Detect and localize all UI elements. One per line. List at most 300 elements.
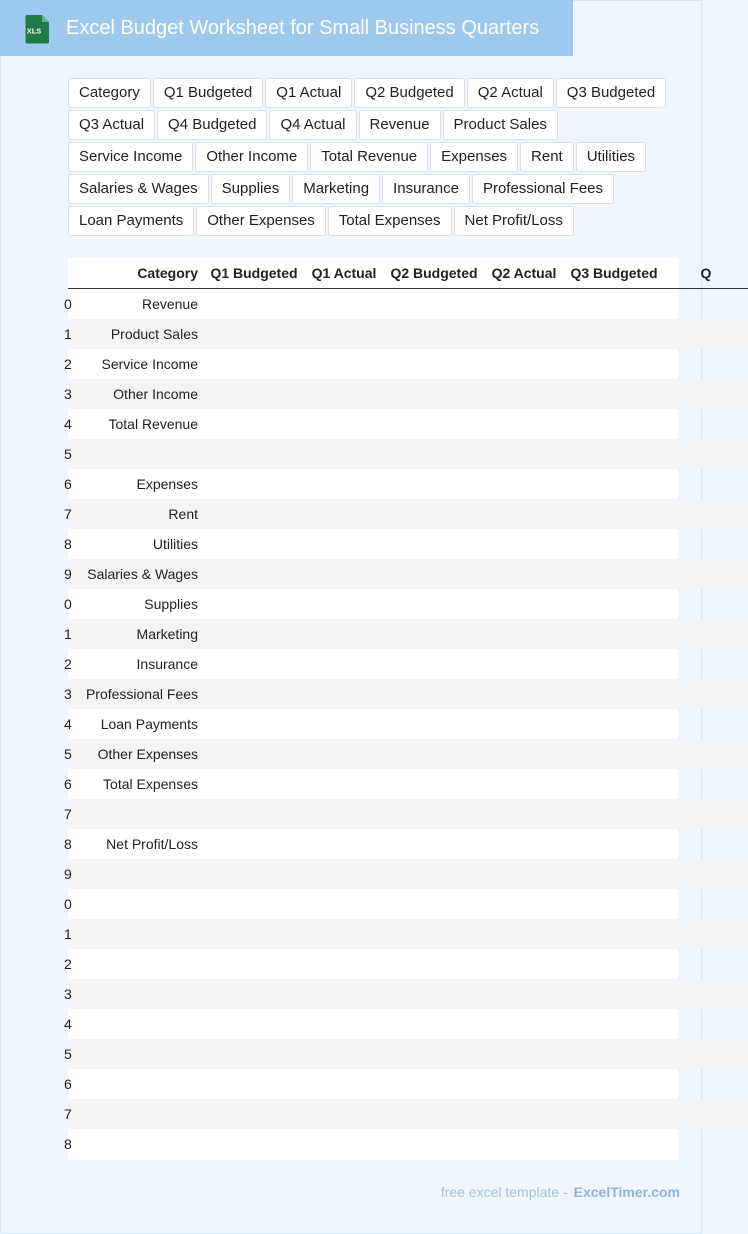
value-cell[interactable] [484, 499, 564, 529]
value-cell[interactable] [304, 679, 384, 709]
category-cell[interactable] [64, 349, 204, 379]
value-cell[interactable] [564, 439, 664, 469]
value-cell[interactable] [564, 1009, 664, 1039]
value-cell[interactable] [664, 529, 748, 559]
table-row [68, 799, 748, 829]
value-cell[interactable] [484, 679, 564, 709]
value-cell[interactable] [304, 1039, 384, 1069]
value-cell[interactable] [304, 469, 384, 499]
row-number: 4 [64, 1016, 72, 1032]
footer [441, 1184, 680, 1200]
column-header: Q [664, 258, 748, 289]
category-chip-list [68, 78, 683, 236]
value-cell[interactable] [204, 529, 304, 559]
category-chip[interactable]: Total Expenses [328, 206, 452, 236]
value-cell[interactable] [484, 289, 564, 320]
category-chip[interactable]: Other Expenses [196, 206, 326, 236]
value-cell[interactable] [484, 469, 564, 499]
table-row [68, 709, 748, 739]
table-row [68, 979, 748, 1009]
row-number: 9 [64, 866, 72, 882]
category-chip[interactable]: Other Income [195, 142, 308, 172]
value-cell[interactable] [484, 1129, 564, 1159]
value-cell[interactable] [204, 769, 304, 799]
row-number: 6 [64, 476, 72, 492]
category-chip[interactable]: Salaries & Wages [68, 174, 209, 204]
row-number: 1 [64, 926, 72, 942]
category-chip[interactable]: Q3 Budgeted [556, 78, 666, 108]
row-number: 7 [64, 1106, 72, 1122]
row-number: 5 [64, 446, 72, 462]
value-cell[interactable] [664, 1099, 748, 1129]
value-cell[interactable] [304, 739, 384, 769]
row-number: 8 [64, 1136, 72, 1152]
value-cell[interactable] [304, 379, 384, 409]
category-cell[interactable] [64, 649, 204, 679]
category-chip[interactable]: Marketing [292, 174, 380, 204]
category-label: Total Expenses [103, 776, 198, 792]
value-cell[interactable] [304, 529, 384, 559]
category-chip[interactable]: Professional Fees [472, 174, 614, 204]
column-header: Q1 Actual [304, 258, 384, 289]
table-row [68, 1129, 748, 1159]
value-cell[interactable] [204, 949, 304, 979]
category-cell[interactable] [64, 769, 204, 799]
value-cell[interactable] [484, 829, 564, 859]
row-number: 2 [64, 656, 72, 672]
value-cell[interactable] [664, 709, 748, 739]
row-number: 6 [64, 776, 72, 792]
value-cell[interactable] [204, 469, 304, 499]
value-cell[interactable] [204, 409, 304, 439]
row-number: 0 [64, 896, 72, 912]
value-cell[interactable] [204, 859, 304, 889]
value-cell[interactable] [564, 349, 664, 379]
table-row [68, 439, 748, 469]
value-cell[interactable] [664, 859, 748, 889]
value-cell[interactable] [304, 829, 384, 859]
category-cell[interactable] [64, 709, 204, 739]
value-cell[interactable] [384, 709, 484, 739]
value-cell[interactable] [384, 679, 484, 709]
category-chip[interactable]: Loan Payments [68, 206, 194, 236]
value-cell[interactable] [664, 979, 748, 1009]
value-cell[interactable] [664, 649, 748, 679]
value-cell[interactable] [384, 1039, 484, 1069]
value-cell[interactable] [664, 289, 748, 320]
value-cell[interactable] [384, 769, 484, 799]
value-cell[interactable] [564, 859, 664, 889]
category-chip[interactable]: Q3 Actual [68, 110, 155, 140]
category-label: Insurance [136, 656, 198, 672]
category-cell[interactable] [64, 619, 204, 649]
value-cell[interactable] [484, 919, 564, 949]
value-cell[interactable] [484, 649, 564, 679]
value-cell[interactable] [664, 559, 748, 589]
value-cell[interactable] [384, 979, 484, 1009]
value-cell[interactable] [304, 1099, 384, 1129]
value-cell[interactable] [304, 1129, 384, 1159]
value-cell[interactable] [564, 1129, 664, 1159]
value-cell[interactable] [484, 889, 564, 919]
category-chip[interactable]: Service Income [68, 142, 193, 172]
value-cell[interactable] [564, 1069, 664, 1099]
category-chip[interactable]: Total Revenue [310, 142, 428, 172]
category-cell[interactable] [64, 559, 204, 589]
category-chip[interactable]: Net Profit/Loss [454, 206, 574, 236]
value-cell[interactable] [664, 769, 748, 799]
value-cell[interactable] [484, 709, 564, 739]
category-cell[interactable] [64, 799, 204, 829]
value-cell[interactable] [384, 349, 484, 379]
category-chip[interactable]: Insurance [382, 174, 470, 204]
value-cell[interactable] [564, 289, 664, 320]
row-number: 3 [64, 386, 72, 402]
value-cell[interactable] [564, 889, 664, 919]
value-cell[interactable] [484, 529, 564, 559]
value-cell[interactable] [484, 1099, 564, 1129]
value-cell[interactable] [384, 919, 484, 949]
category-cell[interactable] [64, 859, 204, 889]
value-cell[interactable] [664, 799, 748, 829]
category-cell[interactable] [64, 1009, 204, 1039]
category-cell[interactable] [64, 919, 204, 949]
value-cell[interactable] [564, 829, 664, 859]
value-cell[interactable] [304, 709, 384, 739]
value-cell[interactable] [564, 649, 664, 679]
value-cell[interactable] [304, 499, 384, 529]
value-cell[interactable] [564, 379, 664, 409]
table-row [68, 619, 748, 649]
value-cell[interactable] [304, 619, 384, 649]
category-cell[interactable] [64, 1099, 204, 1129]
value-cell[interactable] [384, 289, 484, 320]
value-cell[interactable] [384, 739, 484, 769]
budget-sheet [64, 258, 712, 1160]
value-cell[interactable] [204, 829, 304, 859]
table-row [68, 859, 748, 889]
table-row [68, 499, 748, 529]
value-cell[interactable] [304, 349, 384, 379]
value-cell[interactable] [304, 889, 384, 919]
value-cell[interactable] [204, 889, 304, 919]
value-cell[interactable] [484, 319, 564, 349]
table-row [68, 469, 748, 499]
value-cell[interactable] [664, 439, 748, 469]
value-cell[interactable] [484, 349, 564, 379]
table-row [68, 769, 748, 799]
category-cell[interactable] [64, 289, 204, 320]
value-cell[interactable] [564, 619, 664, 649]
xls-file-icon [24, 14, 50, 44]
value-cell[interactable] [304, 1009, 384, 1039]
value-cell[interactable] [384, 499, 484, 529]
table-row [68, 919, 748, 949]
value-cell[interactable] [384, 649, 484, 679]
value-cell[interactable] [304, 799, 384, 829]
footer-text: free excel template - [440, 1184, 568, 1200]
value-cell[interactable] [484, 1039, 564, 1069]
category-cell[interactable] [64, 379, 204, 409]
value-cell[interactable] [564, 319, 664, 349]
value-cell[interactable] [384, 379, 484, 409]
value-cell[interactable] [564, 799, 664, 829]
value-cell[interactable] [204, 1069, 304, 1099]
row-number: 5 [64, 1046, 72, 1062]
category-cell[interactable] [64, 889, 204, 919]
value-cell[interactable] [664, 409, 748, 439]
row-number: 2 [64, 956, 72, 972]
row-number: 0 [64, 296, 72, 312]
value-cell[interactable] [204, 1099, 304, 1129]
value-cell[interactable] [664, 499, 748, 529]
category-chip[interactable]: Expenses [430, 142, 518, 172]
value-cell[interactable] [384, 319, 484, 349]
value-cell[interactable] [384, 469, 484, 499]
value-cell[interactable] [304, 949, 384, 979]
value-cell[interactable] [484, 799, 564, 829]
category-label: Other Income [113, 386, 198, 402]
value-cell[interactable] [484, 619, 564, 649]
value-cell[interactable] [204, 979, 304, 1009]
value-cell[interactable] [204, 1129, 304, 1159]
value-cell[interactable] [204, 919, 304, 949]
value-cell[interactable] [564, 529, 664, 559]
value-cell[interactable] [204, 1039, 304, 1069]
category-cell[interactable] [64, 529, 204, 559]
value-cell[interactable] [204, 439, 304, 469]
value-cell[interactable] [664, 1069, 748, 1099]
category-cell[interactable] [64, 739, 204, 769]
value-cell[interactable] [384, 589, 484, 619]
row-number: 8 [64, 536, 72, 552]
category-cell[interactable] [64, 469, 204, 499]
category-label: Total Revenue [108, 416, 198, 432]
row-number: 5 [64, 746, 72, 762]
value-cell[interactable] [304, 1069, 384, 1099]
value-cell[interactable] [204, 709, 304, 739]
value-cell[interactable] [384, 1129, 484, 1159]
category-chip[interactable]: Q1 Actual [265, 78, 352, 108]
table-row [68, 379, 748, 409]
value-cell[interactable] [204, 739, 304, 769]
value-cell[interactable] [484, 979, 564, 1009]
category-chip[interactable]: Revenue [359, 110, 441, 140]
value-cell[interactable] [564, 469, 664, 499]
category-label: Loan Payments [100, 716, 198, 732]
footer-brand-link[interactable]: ExcelTimer.com [573, 1184, 680, 1200]
table-header-row [68, 258, 748, 289]
value-cell[interactable] [564, 1039, 664, 1069]
value-cell[interactable] [564, 679, 664, 709]
category-cell[interactable] [64, 1129, 204, 1159]
value-cell[interactable] [304, 769, 384, 799]
value-cell[interactable] [204, 589, 304, 619]
category-chip[interactable]: Category [68, 78, 151, 108]
category-chip[interactable]: Q2 Budgeted [354, 78, 464, 108]
table-row [68, 409, 748, 439]
value-cell[interactable] [384, 1099, 484, 1129]
value-cell[interactable] [204, 799, 304, 829]
value-cell[interactable] [484, 379, 564, 409]
table-row [68, 1099, 748, 1129]
value-cell[interactable] [304, 859, 384, 889]
row-number: 1 [64, 626, 72, 642]
category-cell[interactable] [64, 439, 204, 469]
row-number: 3 [64, 686, 72, 702]
value-cell[interactable] [384, 1069, 484, 1099]
value-cell[interactable] [204, 649, 304, 679]
value-cell[interactable] [484, 409, 564, 439]
value-cell[interactable] [304, 589, 384, 619]
value-cell[interactable] [484, 769, 564, 799]
value-cell[interactable] [484, 1069, 564, 1099]
category-chip[interactable]: Q4 Actual [269, 110, 356, 140]
page-title: Excel Budget Worksheet for Small Business Quarters [66, 17, 540, 39]
table-row [68, 829, 748, 859]
value-cell[interactable] [304, 919, 384, 949]
row-number: 6 [64, 1076, 72, 1092]
value-cell[interactable] [484, 859, 564, 889]
table-row [68, 289, 748, 320]
value-cell[interactable] [204, 679, 304, 709]
table-row [68, 649, 748, 679]
value-cell[interactable] [564, 919, 664, 949]
title-bar [0, 0, 573, 56]
value-cell[interactable] [304, 979, 384, 1009]
table-row [68, 529, 748, 559]
value-cell[interactable] [204, 379, 304, 409]
value-cell[interactable] [204, 619, 304, 649]
value-cell[interactable] [564, 559, 664, 589]
value-cell[interactable] [484, 559, 564, 589]
category-label: Product Sales [110, 326, 198, 342]
value-cell[interactable] [484, 739, 564, 769]
value-cell[interactable] [564, 979, 664, 1009]
value-cell[interactable] [564, 1099, 664, 1129]
value-cell[interactable] [664, 589, 748, 619]
value-cell[interactable] [384, 1009, 484, 1039]
value-cell[interactable] [564, 769, 664, 799]
category-label: Supplies [144, 596, 198, 612]
category-chip[interactable]: Supplies [211, 174, 291, 204]
value-cell[interactable] [564, 739, 664, 769]
table-row [68, 319, 748, 349]
value-cell[interactable] [664, 319, 748, 349]
category-label: Professional Fees [85, 686, 198, 702]
value-cell[interactable] [204, 289, 304, 320]
value-cell[interactable] [204, 559, 304, 589]
value-cell[interactable] [664, 919, 748, 949]
category-label: Utilities [152, 536, 198, 552]
value-cell[interactable] [564, 709, 664, 739]
category-cell[interactable] [64, 409, 204, 439]
row-number: 4 [64, 716, 72, 732]
category-cell[interactable] [64, 829, 204, 859]
value-cell[interactable] [204, 349, 304, 379]
value-cell[interactable] [484, 439, 564, 469]
table-row [68, 589, 748, 619]
value-cell[interactable] [664, 1129, 748, 1159]
value-cell[interactable] [664, 1009, 748, 1039]
row-number: 8 [64, 836, 72, 852]
category-cell[interactable] [64, 589, 204, 619]
category-label: Net Profit/Loss [106, 836, 198, 852]
value-cell[interactable] [204, 1009, 304, 1039]
budget-table [64, 258, 748, 1159]
value-cell[interactable] [304, 439, 384, 469]
category-chip[interactable]: Q1 Budgeted [153, 78, 263, 108]
value-cell[interactable] [384, 829, 484, 859]
category-cell[interactable] [64, 319, 204, 349]
category-label: Rent [168, 506, 198, 522]
value-cell[interactable] [564, 409, 664, 439]
value-cell[interactable] [664, 679, 748, 709]
value-cell[interactable] [564, 589, 664, 619]
value-cell[interactable] [204, 319, 304, 349]
column-header: Category [68, 258, 204, 289]
value-cell[interactable] [384, 559, 484, 589]
category-label: Salaries & Wages [87, 566, 198, 582]
category-chip[interactable]: Rent [520, 142, 574, 172]
category-cell[interactable] [64, 1069, 204, 1099]
value-cell[interactable] [304, 649, 384, 679]
value-cell[interactable] [664, 1039, 748, 1069]
value-cell[interactable] [304, 319, 384, 349]
value-cell[interactable] [484, 949, 564, 979]
category-cell[interactable] [64, 979, 204, 1009]
value-cell[interactable] [664, 469, 748, 499]
value-cell[interactable] [304, 289, 384, 320]
value-cell[interactable] [664, 829, 748, 859]
value-cell[interactable] [664, 949, 748, 979]
value-cell[interactable] [384, 529, 484, 559]
value-cell[interactable] [484, 589, 564, 619]
category-chip[interactable]: Q2 Actual [467, 78, 554, 108]
value-cell[interactable] [664, 349, 748, 379]
category-cell[interactable] [64, 1039, 204, 1069]
row-number: 7 [64, 806, 72, 822]
value-cell[interactable] [484, 1009, 564, 1039]
value-cell[interactable] [384, 799, 484, 829]
column-header: Q1 Budgeted [204, 258, 304, 289]
value-cell[interactable] [304, 559, 384, 589]
category-chip[interactable]: Utilities [576, 142, 646, 172]
category-cell[interactable] [64, 499, 204, 529]
row-number: 7 [64, 506, 72, 522]
value-cell[interactable] [664, 889, 748, 919]
category-cell[interactable] [64, 949, 204, 979]
column-header: Q2 Budgeted [384, 258, 484, 289]
value-cell[interactable] [564, 499, 664, 529]
value-cell[interactable] [384, 949, 484, 979]
value-cell[interactable] [664, 619, 748, 649]
value-cell[interactable] [384, 889, 484, 919]
value-cell[interactable] [564, 949, 664, 979]
value-cell[interactable] [384, 409, 484, 439]
value-cell[interactable] [664, 379, 748, 409]
value-cell[interactable] [384, 619, 484, 649]
value-cell[interactable] [384, 439, 484, 469]
value-cell[interactable] [384, 859, 484, 889]
category-cell[interactable] [64, 679, 204, 709]
value-cell[interactable] [304, 409, 384, 439]
category-chip[interactable]: Product Sales [443, 110, 558, 140]
value-cell[interactable] [204, 499, 304, 529]
row-number: 9 [64, 566, 72, 582]
value-cell[interactable] [664, 739, 748, 769]
category-chip[interactable]: Q4 Budgeted [157, 110, 267, 140]
